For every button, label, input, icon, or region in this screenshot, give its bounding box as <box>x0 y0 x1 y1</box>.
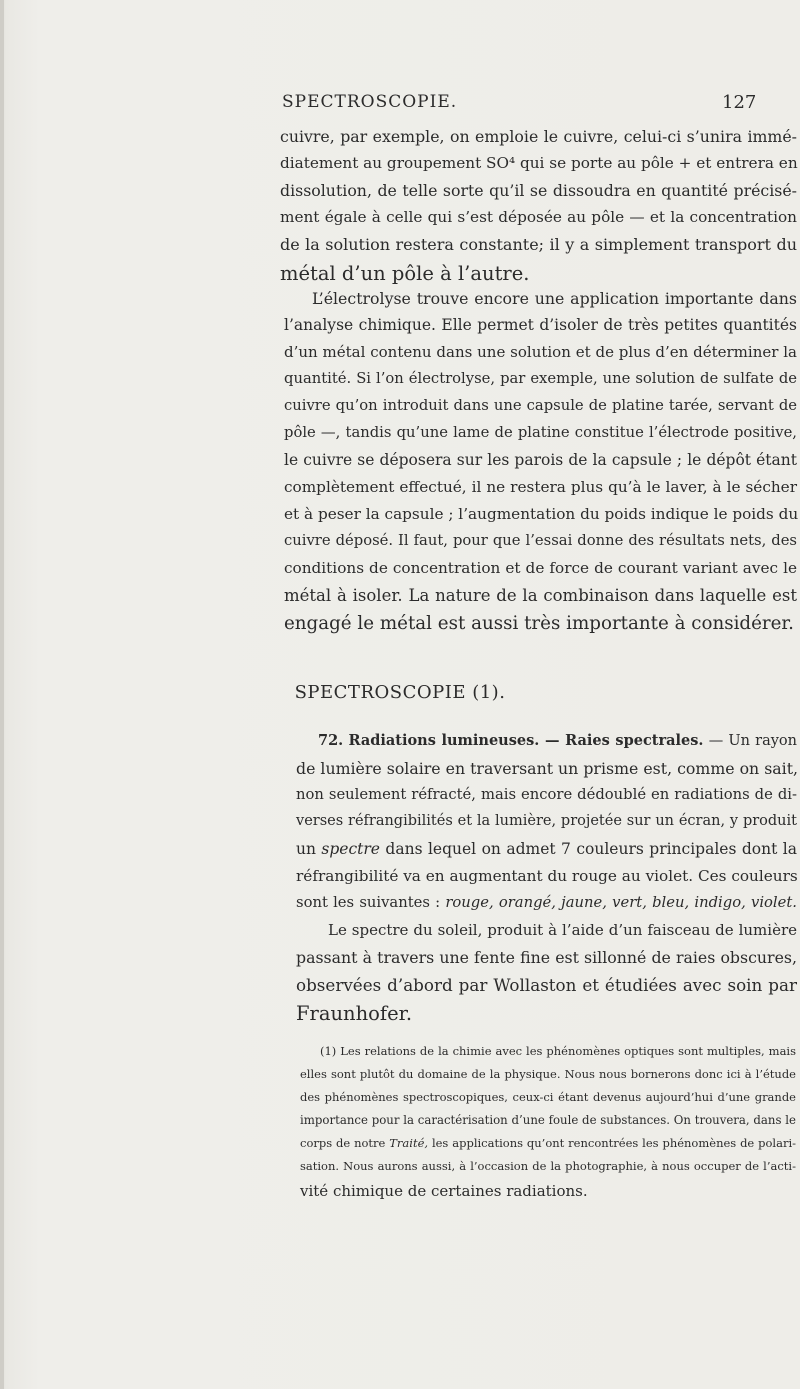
section-heading: Radiations lumineuses. — Raies spectrales. <box>348 732 704 749</box>
text-line: de la solution restera constante; il y a simplement transport du <box>280 235 797 254</box>
page-number: 127 <box>722 92 757 113</box>
text-line: métal d’un pôle à l’autre. <box>280 262 530 285</box>
page-header <box>0 92 800 122</box>
text-line: verses réfrangibilités et la lumière, projetée sur un écran, y produit <box>296 813 797 829</box>
text-line: L’électrolyse trouve encore une application importante dans <box>312 289 797 308</box>
text-line: conditions de concentration et de force de courant variant avec le <box>284 559 797 577</box>
text-fragment: — Un rayon <box>708 733 797 749</box>
text-fragment: corps de notre <box>300 1136 386 1150</box>
text-line: métal à isoler. La nature de la combinaison dans laquelle est <box>284 586 797 605</box>
text-line: engagé le métal est aussi très importante à considérer. <box>284 613 794 634</box>
text-line: pôle —, tandis qu’une lame de platine constitue l’électrode positive, <box>284 424 797 441</box>
text-fragment: les applications qu’ont rencontrées les phénomènes de polari- <box>431 1136 797 1150</box>
text-line: d’un métal contenu dans une solution et de plus d’en déterminer la <box>284 343 797 361</box>
text-line: cuivre, par exemple, on emploie le cuivre, celui-ci s’unira immé- <box>280 127 797 146</box>
text-line: quantité. Si l’on électrolyse, par exemple, une solution de sulfate de <box>284 370 797 387</box>
text-line: et à peser la capsule ; l’augmentation du poids indique le poids du <box>284 505 799 523</box>
text-line: cuivre déposé. Il faut, pour que l’essai donne des résultats nets, des <box>284 532 797 549</box>
text-line-spectre <box>296 840 797 858</box>
text-line: Le spectre du soleil, produit à l’aide d’un faisceau de lumière <box>328 921 797 939</box>
text-fragment: dans lequel on admet 7 couleurs principales dont la <box>385 840 797 858</box>
text-line: complètement effectué, il ne restera plus qu’à le laver, à le sécher <box>284 478 797 496</box>
footnote-line: elles sont plutôt du domaine de la physique. Nous nous bornerons donc ici à l’étude <box>300 1067 796 1081</box>
text-line: cuivre qu’on introduit dans une capsule de platine tarée, servant de <box>284 397 797 414</box>
emphasis-spectre: spectre <box>321 840 380 858</box>
text-line: diatement au groupement SO⁴ qui se porte au pôle + et entrera en <box>280 154 798 172</box>
text-line: dissolution, de telle sorte qu’il se dissoudra en quantité précisé- <box>280 181 797 200</box>
text-line: Fraunhofer. <box>296 1002 413 1025</box>
emphasis-colors: rouge, orangé, jaune, vert, bleu, indigo, violet. <box>445 894 797 911</box>
text-fragment: un <box>296 840 316 858</box>
footnote-line: (1) Les relations de la chimie avec les phénomènes optiques sont multiples, mais <box>320 1044 796 1058</box>
text-line: de lumière solaire en traversant un prisme est, comme on sait, <box>296 759 799 778</box>
footnote-line: importance pour la caractérisation d’une foule de substances. On trouvera, dans le <box>300 1113 796 1127</box>
text-line: l’analyse chimique. Elle permet d’isoler de très petites quantités <box>284 316 797 334</box>
section-title: SPECTROSCOPIE (1). <box>294 682 506 703</box>
running-title: SPECTROSCOPIE. <box>282 92 458 112</box>
text-line-colors <box>296 894 797 911</box>
text-line: ment égale à celle qui s’est déposée au pôle — et la concentration <box>280 208 797 226</box>
text-line: réfrangibilité va en augmentant du rouge au violet. Ces couleurs <box>296 867 798 885</box>
footnote-line: vité chimique de certaines radiations. <box>300 1182 588 1200</box>
footnote-line: des phénomènes spectroscopiques, ceux-ci étant devenus aujourd’hui d’une grande <box>300 1090 796 1104</box>
text-fragment: sont les suivantes : <box>296 894 441 911</box>
section-number: 72. <box>318 732 344 749</box>
text-line: non seulement réfracté, mais encore dédoublé en radiations de di- <box>296 786 797 803</box>
emphasis-traite: Traité, <box>389 1136 429 1150</box>
text-line: observées d’abord par Wollaston et étudiées avec soin par <box>296 975 797 995</box>
text-line: le cuivre se déposera sur les parois de la capsule ; le dépôt étant <box>284 451 797 469</box>
section-72-first-line <box>318 732 797 749</box>
footnote-line-traite <box>300 1136 796 1150</box>
footnote-line: sation. Nous aurons aussi, à l’occasion de la photographie, à nous occuper de l’acti- <box>300 1159 796 1173</box>
text-line: passant à travers une fente fine est sillonné de raies obscures, <box>296 948 797 967</box>
